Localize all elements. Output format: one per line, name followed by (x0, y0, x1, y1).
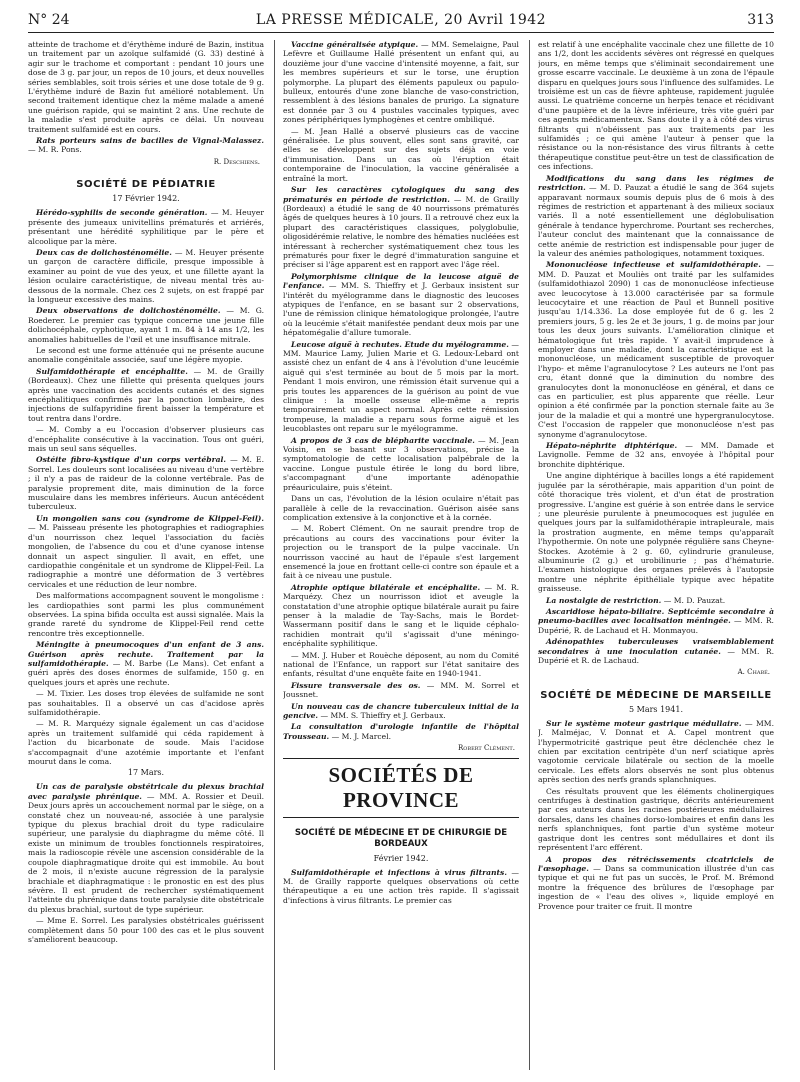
article-title: Sulfamidothérapie et encéphalite. (36, 366, 188, 376)
article-text: — MM. M. Sorrel et Joussnet. (283, 680, 519, 700)
article-entry (538, 855, 774, 911)
article-text: — MM. S. Thieffry et J. Gerbaux insistent sur l'intérêt du myélogramme dans le diagnostic des leucoses atypiques de l'enfance, en se basant sur 2 observations, l'une de rémission clinique hématologique prolongée, l'autre où la leucémie s'était manifestée pendant deux mois par une hépatomégalie d'allure tumorale. (283, 281, 519, 338)
article-entry (283, 868, 519, 906)
article-title: La nostalgie de restriction. (546, 595, 662, 605)
article-text: — MM. Damade et Lavignolle. Femme de 32 ans, envoyée à l'hôpital pour bronchite diphtérique. (538, 441, 774, 469)
section-banner: SOCIÉTÉS DE PROVINCE (283, 758, 519, 818)
article-entry (538, 260, 774, 439)
article-title: Leucose aiguë à rechutes. Etude du myélogramme. (291, 339, 509, 349)
article-title: Atrophie optique bilatérale et encéphalite. (291, 582, 481, 592)
article-entry (28, 208, 264, 246)
session-date: 17 Mars. (127, 768, 165, 778)
article-text: — M. Barbe (Le Mans). Cet enfant a guéri après des doses énormes de sulfamide, 150 g. en quelques jours et après une rechute. (28, 658, 264, 687)
article-title: Mononucléose infectieuse et sulfamidothérapie. (546, 260, 761, 270)
article-title: Un cas de paralysie obstétricale du plexus brachial avec paralysie phrénique. (28, 782, 264, 801)
article-title: Deux cas de dolichosténomélie. (36, 247, 172, 257)
article-entry (283, 681, 519, 700)
paragraph: — M. R. Marquézy signale également un cas d'acidose après un traitement sulfamidé qui céda rapidement à l'action du bicarbonate de soude. Mais l'acidose s'accompagnait d'une azotémie importante et l'enfant mourut dans le coma. (28, 719, 264, 767)
article-entry (538, 174, 774, 259)
paragraph: Ces résultats prouvent que les éléments cholinergiques centrifuges à destination gastrique, décrits antérieurement par ces auteurs dans les racines postérieures médullaires dorsales, dans les chaînes dorso-lombaires et enfin dans les nerfs splanchniques, font partie d'un système moteur gastrique dont les centres sont médullaires et dont ils représentent l'arc efférent. (538, 786, 774, 853)
article-text: — M. R. Marquézy. Chez un nourrisson idiot et aveugle la constatation d'une atrophie optique bilatérale aurait pu faire penser à la maladie de Tay-Sachs, mais le Bordet-Wassermann positif dans le sang et le liquide céphalo-rachidien montrait qu'il s'agissait d'une méningo-encéphalite syphilitique. (283, 582, 519, 649)
article-entry (283, 185, 519, 270)
article-text: — M. D. Pauzat a étudié le sang de 364 sujets apparavant normaux soumis depuis plus de 6 mois à des régimes de restriction et appartenant à des milieux sociaux variés. Il a noté essentiellement une déglobulisation générale à tendance hyperchrome. Pourtant ses recherches, l'auteur conclut des maintenant que la connaissance de cette anémie de restriction est indispensable pour juger de la valeur des anémies pathologiques, notamment toxiques. (538, 183, 774, 258)
session-date: 17 Février 1942. (112, 194, 180, 204)
article-title: Méningite à pneumocoques d'un enfant de 3 ans. Guérison après rechute. Traitement par la sulfamidothérapie. (28, 640, 264, 668)
article-entry (283, 583, 519, 649)
article-text: — MM. Maurice Lamy, Julien Marie et G. Ledoux-Lebard ont assisté chez un enfant de 4 ans à l'évolution d'une leucémie aiguë qui s'est terminée au bout de 5 mois par la mort. Pendant 1 mois environ, une rémission était survenue qui a pris toutes les apparences de la guérison au point de vue clinique : la moelle osseuse elle-même a repris temporairement un aspect normal. Après cette rémission trompeuse, la maladie a reparu sous forme aiguë et les leucoblastes ont reparu sur le myélogramme. (283, 339, 519, 434)
article-entry (538, 441, 774, 469)
article-entry (538, 637, 774, 665)
article-entry (28, 306, 264, 344)
article-title: Vaccine généralisée atypique. (291, 40, 419, 49)
article-entry (28, 367, 264, 423)
article-title: Sulfamidothérapie et infections à virus filtrants. (291, 867, 507, 877)
article-entry (28, 136, 264, 155)
article-text: — M. Heuyer présente des jumeaux univitellins prématurés et arriérés, présentant une hérédité syphilitique par le père et alcoolique par la mère. (28, 208, 264, 246)
article-entry (28, 640, 264, 687)
issue-number: N° 24 (28, 12, 70, 28)
article-title: Un nouveau cas de chancre tuberculeux initial de la gencive. (283, 701, 519, 721)
session-date: Février 1942. (373, 853, 429, 863)
article-title: Sur les caractères cytologiques du sang des prématurés en période de restriction. (283, 185, 519, 204)
article-title: Ostéite fibro-kystique d'un corps vertébral. (36, 455, 227, 465)
article-text: — Dans sa communication illustrée d'un cas typique et qui ne fut pas un succès, le Prof. M. Brémond montre la fréquence des brûlures de l'œsophage par ingestion de « l'eau des olives », liquide employé en Provence pour traiter ce fruit. Il montre (538, 863, 774, 911)
paragraph: Dans un cas, l'évolution de la lésion oculaire n'était pas parallèle à celle de la revaccination. Guérison aisée sans complication extensive à la conjonctive et à la cornée. (283, 494, 519, 522)
signature: A. Chabé. (737, 668, 770, 677)
article-title: Ascaridiose hépato-biliaire. Septicémie secondaire à pneumo-bacilles avec localisation méningée. (538, 606, 774, 626)
article-text: — MM. R. Dupérié et R. de Lachaud. (538, 646, 774, 665)
article-title: Modifications du sang dans les régimes de restriction. (538, 173, 774, 193)
article-text: — M. de Grailly (Bordeaux). Chez une fillette qui présenta quelques jours après une vaccination des accidents cutanés et des signes encéphalitiques confirmés par la ponction lombaire, des injections de sulfapyridine firent baisser la température et tout rentra dans l'ordre. (28, 366, 264, 423)
session-date: 5 Mars 1941. (629, 704, 683, 714)
signature: Robert Clément. (458, 744, 515, 753)
article-title: Rats porteurs sains de bacilles de Vignal-Malassez. (36, 136, 264, 146)
paragraph: — MM. J. Huber et Rouèche déposent, au nom du Comité national de l'Enfance, un rapport sur l'état sanitaire des enfants, résultat d'une enquête faite en 1940-1941. (283, 650, 519, 679)
article-entry (28, 514, 264, 589)
article-entry (28, 455, 264, 511)
paragraph: — Mme E. Sorrel. Les paralysies obstétricales guérissent complètement dans 50 pour 100 des cas et le plus souvent s'améliorent beaucoup. (28, 916, 264, 944)
paragraph: Une angine diphtérique à bacilles longs a été rapidement jugulée par la sérothérapie, mais apparition d'un point de côté thoracique très violent, et d'un état de prostration progressive. L'angine est guérie à son entrée dans le service ; une pleurésie purulente à pneumocoques est jugulée en quelques jours par la sulfamidothérapie intrapleurale, mais la prostration augmente, en même temps qu'apparaît l'hypothermie. On note une polypnée régulière sans Cheyne-Stockes. Azotémie à 2 g. 60, cylindrurie granuleuse, albuminurie (2 g.) et urobilinurie ; pas d'hématurie. L'examen histologique des organes prélevés à l'autopsie montre une néphrite épithéliale typique avec hépatite graisseuse. (538, 471, 774, 594)
article-title: Polymorphisme clinique de la leucose aiguë de l'enfance. (283, 271, 519, 291)
article-entry (28, 248, 264, 304)
article-text: — M. G. Roederer. Le premier cas typique concerne une jeune fille dolichocéphale, cyphotique, ayant 1 m. 84 à 14 ans 1/2, les anomalies habituelles de l'œil et une insuffisance mitrale. (28, 306, 264, 344)
article-title: Hérédo-syphilis de seconde génération. (36, 208, 208, 218)
article-entry (283, 340, 519, 434)
article-title: Adénopathies tuberculeuses vraisemblablement secondaires à une inoculation cutanée. (538, 637, 774, 656)
article-text: — M. de Grailly (Bordeaux) a étudié le sang de 40 nourrissons prématurés âgés de quelques heures à 10 jours. Il a retrouvé chez eux la plupart des caractéristiques classiques, polyglobulie, oligosidérémie relative, le nombre des hématies nucléées est intéressant à rechercher systématiquement chez tous les prématurés pour fixer le degré d'immaturation sanguine et préciser si l'âge apparent est en rapport avec l'âge réel. (283, 194, 519, 270)
article-title: Sur le système moteur gastrique médullaire. (546, 718, 742, 728)
article-entry (283, 40, 519, 125)
article-text: — MM. S. Thieffry et J. Gerbaux. (320, 711, 446, 721)
article-entry (28, 782, 264, 914)
signature: R. Deschiens. (213, 157, 260, 166)
page-header (28, 10, 774, 33)
article-text: — M. R. Pons. (28, 145, 82, 155)
paragraph: atteinte de trachome et d'érythème induré de Bazin, institua un traitement par un azoïque sulfamidé (G. 33) destiné à agir sur le trachome et comportant : pendant 10 jours une dose de 3 g. par jour, un repos de 10 jours, et deux nouvelles séries semblables, soit trois séries et une dose totale de 9 g. L'érythème induré de Bazin fut amélioré notablement. Un second traitement identique chez la même malade a amené une guérison rapide, qui se maintint 2 ans. Une rechute de la maladie s'est produite après ce délai. Un nouveau traitement sulfamidé est en cours. (28, 40, 264, 134)
article-text: — M. J. Marcel. (331, 731, 391, 741)
article-text: — M. Heuyer présente un garçon de caractère difficile, presque impossible à examiner au point de vue des yeux, et une fillette ayant la lésion oculaire caractéristique, de niveau mental très au-dessous de la normale. Chez ces 2 sujets, on est frappé par la longueur excessive des mains. (28, 247, 264, 304)
section-heading: SOCIÉTÉ DE PÉDIATRIE (76, 179, 216, 191)
column-rule (274, 40, 275, 1070)
article-entry (283, 436, 519, 492)
paragraph: est relatif à une encéphalite vaccinale chez une fillette de 10 ans 1/2, dont les accidents sévères ont régressé en quelques jours, en même temps que s'éliminait secondairement une grosse escarre vaccinale. Le deuxième à un zona de l'épaule disparu en quelques jours sous l'influence des sulfamides. Le troisième est un cas de fièvre aphteuse, rapidement jugulée aussi. Le quatrième concerne un herpès tenace et récidivant d'une paupière et de la lèvre inférieure, très vite guéri par ces agents médicamenteux. Sans doute il y a à côté des virus filtrants qui n'obéissent pas aux traitements par les sulfamidés ; ce qui amène l'auteur à penser que la résistance ou la non-résistance des virus filtrants à cette thérapeutique constitue peut-être un test de classification de ces infections. (538, 40, 774, 172)
article-text: — M. Jean Voisin, en se basant sur 3 observations, précise la symptomatologie de cette localisation palpébrale de la vaccine. Longue pustule étirée le long du bord libre, s'accompagnant d'une importante adénopathie préauriculaire, puis s'éteint. (283, 435, 519, 492)
column-rule (529, 40, 530, 1070)
article-title: A propos des rétrécissements cicatriciels de l'œsophage. (538, 854, 774, 873)
column-2 (283, 40, 519, 1070)
paragraph: Des malformations accompagnent souvent le mongolisme : les cardiopathies sont parmi les plus communément observées. La spina bifida occulta est aussi signalée. Mais la grande rareté du syndrome de Klippel-Feil rend cette rencontre très exceptionnelle. (28, 591, 264, 638)
article-text: — MM. J. Malméjac, V. Donnat et A. Capel montrent que l'hypermotricité gastrique peut être déclenchée chez le chien par excitation centripète d'un nerf sciatique après vagotomie cervicale bilatérale ou section de la moelle cervicale. Les effets alors observés ne sont plus obtenus après section des nerfs grands splanchniques. (538, 718, 774, 785)
column-1 (28, 40, 264, 1070)
article-title: Hépato-néphrite diphtérique. (546, 441, 678, 451)
article-text: — M. E. Sorrel. Les douleurs sont localisées au niveau d'une vertèbre ; il n'y a pas de raideur de la colonne vertébrale. Pas de paralysie proprement dite, mais diminution de la force musculaire dans les membres inférieurs. Aucun antécédent tuberculeux. (28, 455, 264, 512)
article-entry (538, 719, 774, 785)
article-title: Fissure transversale des os. (291, 680, 421, 690)
article-text: — MM. R. Dupérié, R. de Lachaud et H. Monmayou. (538, 616, 774, 635)
article-title: La consultation d'urologie infantile de l'hôpital Trousseau. (283, 722, 519, 741)
paragraph: — M. Tixier. Les doses trop élevées de sulfamide ne sont pas souhaitables. Il a observé un cas d'acidose après sulfamidothérapie. (28, 689, 264, 717)
section-heading: SOCIÉTÉ DE MÉDECINE ET DE CHIRURGIE DE BORDEAUX (294, 827, 508, 849)
page-number: 313 (747, 12, 774, 28)
paragraph: — M. Robert Clément. On ne saurait prendre trop de précautions au cours des vaccinations pour éviter la projection ou le transport de la pulpe vaccinale. Un nourrisson vacciné au haut de l'épaule s'est largement ensemencé la joue en frottant celle-ci contre son épaule et a fait à ce niveau une pustule. (283, 524, 519, 581)
article-entry (283, 722, 519, 741)
article-title: Deux observations de dolichosténomélie. (36, 306, 221, 316)
paragraph: — M. Jean Hallé a observé plusieurs cas de vaccine généralisée. Le plus souvent, elles sont sans gravité, car elles se développent sur des sujets déjà en voie d'immunisation. Dans un cas où l'éruption était contemporaine de l'inoculation, la vaccine généralisée a entraîné la mort. (283, 126, 519, 183)
section-heading: SOCIÉTÉ DE MÉDECINE DE MARSEILLE (540, 689, 772, 701)
article-text: — M. de Grailly rapporte quelques observations où cette thérapeutique a eu une action très rapide. Il s'agissait d'infections à virus filtrants. Le premier cas (283, 867, 519, 905)
article-title: Un mongolien sans cou (syndrome de Klippel-Feil). (36, 513, 264, 523)
article-text: — MM. D. Pauzat et Mouliès ont traité par les sulfamides (sulfamidothiazol 2090) 1 cas de mononucléose infectieuse avec leucocytose à 13.000 caractérisée par sa formule leucocytaire et une réaction de Paul et Bunnell positive jusqu'au 1/14.336. La dose employée fut de 6 g. les 2 premiers jours, 5 g. les 2e et 3e jours, 1 g. de moins par jour tous les deux jours suivants. L'amélioration clinique et hématologique fut très rapide. Y avait-il imprudence à employer dans une maladie, dont la caractéristique est la mononucléose, un médicament susceptible de provoquer l'hypo- et même l'agranulocytose ? Les auteurs ne l'ont pas cru, étant donné que la diminution du nombre des granulocytes dont la mononucléose en général, et dans ce cas en particulier, est plus apparente que réelle. Leur opinion a été confirmée par la ponction sternale faite au 3e jour de la maladie et qui a montré une hypergranulocytose. C'est l'occasion de rappeler que mononucléose n'est pas synonyme d'agranulocytose. (538, 260, 774, 439)
article-title: A propos de 3 cas de blépharite vaccinale. (291, 435, 475, 445)
journal-page (28, 10, 774, 1072)
article-entry (283, 702, 519, 721)
article-text: — M. Paisseau présente les photographies et radiographies d'un nourrisson chez lequel l'association du faciès mongolien, de l'absence du cou et d'une cyanose intense donnait un aspect singulier. Il avait, en effet, une cardiopathie congénitale et un syndrome de Klippel-Feil. La radiographie a montré une déformation de 3 vertèbres cervicales et une réduction de leur nombre. (28, 523, 264, 589)
column-3 (538, 40, 774, 1070)
article-text: — M. D. Pauzat. (663, 595, 726, 605)
paragraph: — M. Comby a eu l'occasion d'observer plusieurs cas d'encéphalite consécutive à la vaccination. Tous ont guéri, mais un seul sans séquelles. (28, 425, 264, 454)
paragraph: Le second est une forme atténuée qui ne présente aucune anomalie congénitale associée, sauf une légère myopie. (28, 345, 264, 365)
article-entry (283, 272, 519, 338)
journal-title: LA PRESSE MÉDICALE, 20 Avril 1942 (255, 12, 547, 28)
article-text: — MM. Semelaigne, Paul Lefèvre et Guillaume Hallé présentent un enfant qui, au douzième jour d'une vaccine d'intensité moyenne, a fait, sur les membres supérieurs et sur le torse, une éruption polymorphe. La plupart des éléments papuleux ou papulo-bulleux, entourés d'une zone blanche de vaso-constriction, ressemblent à des lésions banales de prurigo. La signature est donnée par 3 ou 4 pustules vaccinales typiques, avec zones périphériques lymphogènes et centre ombiliqué. (283, 40, 519, 125)
columns (28, 40, 774, 1070)
article-entry (538, 596, 774, 605)
article-text: — MM. A. Rossier et Deuil. Deux jours après un accouchement normal par le siège, on a constaté chez un nouveau-né, associée à une paralysie typique du plexus brachial droit du type radiculaire supérieur, une paralysie du diaphragme du même côté. Il existe un minimum de troubles fonctionnels respiratoires, mais la radioscopie révèle une ascension considérable de la coupole diaphragmatique droite qui est immobile. Au bout de 2 mois, il n'existe aucune régression de la paralysie brachiale et diaphragmatique : le pronostic en est des plus sévère. Il est prudent de rechercher systématiquement l'atteinte du phrénique dans toute paralysie dite obstétricale du plexus brachial, surtout de type supérieur. (28, 791, 264, 914)
article-entry (538, 607, 774, 635)
